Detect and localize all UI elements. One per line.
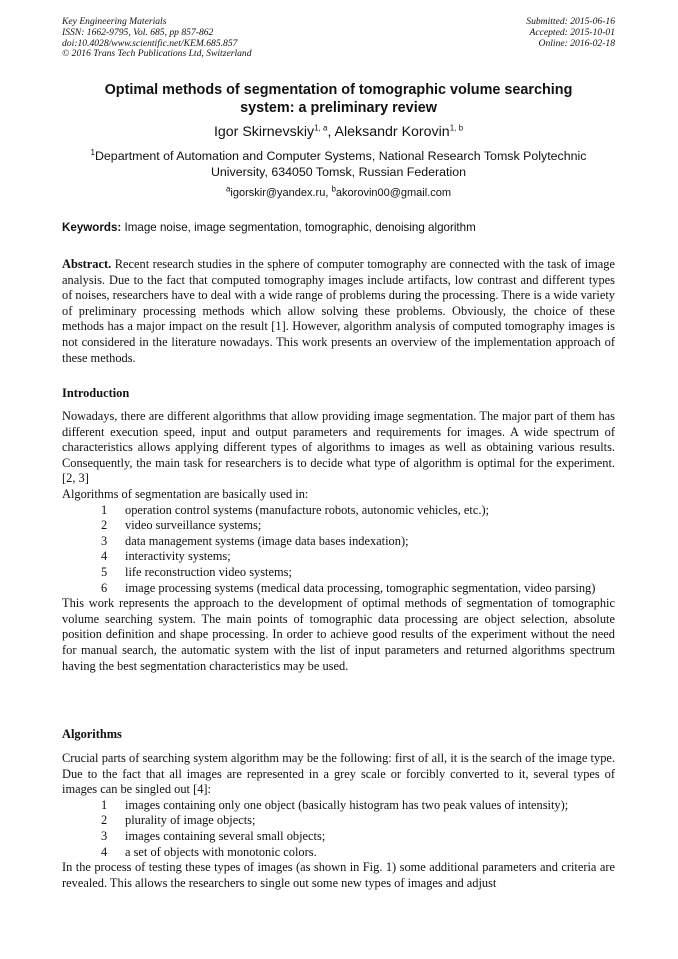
list-number: 2 <box>101 813 108 828</box>
author-affiliation-mark: 1, b <box>449 123 464 133</box>
list-item <box>62 549 615 565</box>
list-number: 1 <box>101 797 108 812</box>
list-item <box>62 503 615 519</box>
paper-title-line1: Optimal methods of segmentation of tomographic volume searching <box>104 82 573 98</box>
paragraph: This work represents the approach to the development of optimal methods of segmentation of tomographic volume searching system. The main points of tomographic data processing are object selection, absolute position definition and shape processing. In order to achieve good results of the experiment without the need for manual search, the automatic system with the list of input parameters and returned algorithms spectrum having the best segmentation characteristics may be used. <box>62 596 615 673</box>
paper-title-line2: system: a preliminary review <box>240 100 437 116</box>
list-item <box>62 845 615 861</box>
paper-title <box>62 81 615 117</box>
list-number: 3 <box>101 533 108 548</box>
list-item <box>62 581 615 597</box>
list-text: video surveillance systems; <box>125 518 262 533</box>
list-number: 1 <box>101 502 108 517</box>
abstract <box>62 257 615 366</box>
list-text: plurality of image objects; <box>125 813 256 828</box>
email-mark: a <box>225 184 231 194</box>
submission-dates <box>526 17 615 49</box>
list-text: data management systems (image data bases indexation); <box>125 533 409 548</box>
keywords-text: Image noise, image segmentation, tomographic, denoising algorithm <box>121 221 476 234</box>
email-mark: b <box>331 184 336 194</box>
list-item <box>62 534 615 550</box>
author-name: Igor Skirnevskiy <box>213 124 315 140</box>
online-date: Online: 2016-02-18 <box>538 37 615 49</box>
list-text: life reconstruction video systems; <box>125 564 292 579</box>
journal-issn: ISSN: 1662-9795, Vol. 685, pp 857-862 <box>62 26 214 38</box>
keywords-label: Keywords: <box>62 221 122 234</box>
introduction-body <box>62 409 615 674</box>
list-text: images containing several small objects; <box>125 828 326 843</box>
author-affiliation-mark: 1, a <box>314 123 328 133</box>
algorithms-body <box>62 751 615 891</box>
abstract-label: Abstract. <box>62 257 112 271</box>
list-text: operation control systems (manufacture robots, autonomic vehicles, etc.); <box>125 502 490 517</box>
author-separator: , <box>327 124 335 140</box>
keywords <box>62 220 615 235</box>
list-text: a set of objects with monotonic colors. <box>125 844 317 859</box>
author-name: Aleksandr Korovin <box>334 124 450 140</box>
affiliation <box>62 148 615 180</box>
list-item <box>62 565 615 581</box>
paragraph: Crucial parts of searching system algorithm may be the following: first of all, it is the search of the image type. Due to the fact that all images are represented in a grey scale or forcibly converted to it, several types of images can be singled out [4]: <box>62 751 615 797</box>
email-link[interactable]: igorskir@yandex.ru <box>230 187 326 199</box>
abstract-text: Recent research studies in the sphere of computer tomography are connected with the task of image analysis. Due to the fact that computed tomography images include artifacts, low contrast and different types of noises, researchers have to deal with a wide range of problems during the processing. There is a wide variety of preliminary processing methods which allow solving these problems. Obviously, the choice of these methods has a major impact on the result [1]. However, algorithm analysis of computed tomography images is not considered in the literature nowadays. This work presents an overview of the implementation approach of these methods. <box>62 257 615 365</box>
journal-doi: doi:10.4028/www.scientific.net/KEM.685.857 <box>62 37 238 49</box>
author-emails <box>62 186 615 200</box>
list-item <box>62 798 615 814</box>
list-number: 6 <box>101 580 108 595</box>
list-number: 2 <box>101 518 108 533</box>
section-heading: Introduction <box>62 386 130 400</box>
journal-name: Key Engineering Materials <box>62 16 167 27</box>
email-link[interactable]: akorovin00@gmail.com <box>335 187 452 199</box>
list-number: 4 <box>101 844 108 859</box>
paragraph: Algorithms of segmentation are basically used in: <box>62 486 309 501</box>
affiliation-mark: 1 <box>90 147 95 157</box>
list-text: interactivity systems; <box>125 549 231 564</box>
journal-info <box>62 17 252 60</box>
paragraph: Nowadays, there are different algorithms that allow providing image segmentation. The major part of them has different execution speed, input and output parameters and requirements for images. A wide spectrum of characteristics allows applying different types of algorithms to images as well as obtaining various results. Consequently, the main task for researchers is to decide what type of algorithm is optimal for the experiment. [2, 3] <box>62 409 615 486</box>
email-separator: , <box>325 187 332 199</box>
application-list <box>62 503 615 597</box>
section-heading: Algorithms <box>62 727 122 741</box>
list-text: images containing only one object (basically histogram has two peak values of intensity); <box>125 797 569 812</box>
list-number: 3 <box>101 828 108 843</box>
accepted-date: Accepted: 2015-10-01 <box>529 26 615 38</box>
list-item <box>62 813 615 829</box>
list-item <box>62 829 615 845</box>
author-list <box>62 123 615 141</box>
list-number: 4 <box>101 549 108 564</box>
list-item <box>62 518 615 534</box>
affiliation-line1: Department of Automation and Computer Systems, National Research Tomsk Polytechnic <box>94 149 587 163</box>
paragraph: In the process of testing these types of images (as shown in Fig. 1) some additional parameters and criteria are revealed. This allows the researchers to single out some new types of images and adjust <box>62 860 615 890</box>
list-text: image processing systems (medical data processing, tomographic segmentation, video parsing) <box>125 580 596 595</box>
affiliation-line2: University, 634050 Tomsk, Russian Federation <box>210 165 467 179</box>
submitted-date: Submitted: 2015-06-16 <box>526 16 615 27</box>
image-type-list <box>62 798 615 860</box>
list-number: 5 <box>101 564 108 579</box>
journal-copyright: © 2016 Trans Tech Publications Ltd, Switzerland <box>62 48 252 60</box>
